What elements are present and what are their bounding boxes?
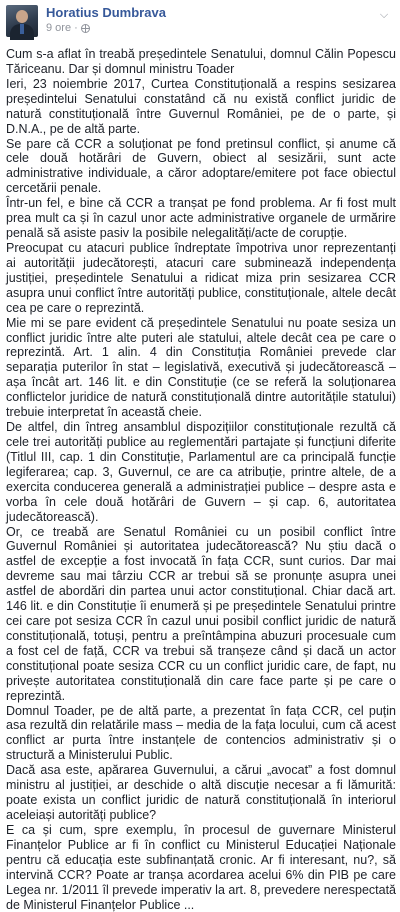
post-paragraph: De altfel, din întreg ansamblul dispozițiilor constituționale rezultă că cele trei autorități publice au reglementări partajate și funcțiuni diferite (Titlul III, cap. 1 din Constituție, Parlamentul are ca principală funcție legiferarea; cap. 3, Guvernul, ce are ca atribuție, printre altele, de a exercita conducerea generală a administrației publice – despre asta e vorba în cele două hotărâri de Guvern – și cap. 6, autoritatea judecătorească). <box>6 420 396 524</box>
post-body <box>6 47 396 912</box>
post-paragraph: Se pare că CCR a soluționat pe fond pretinsul conflict, și anume că cele două hotărâri de Guvern, obiect al sesizării, sunt acte administrative individuale, a căror adoptare/emitere pot face obiectul cercetării penale. <box>6 136 396 196</box>
post-paragraph: Cum s-a aflat în treabă președintele Senatului, domnul Călin Popescu Tăriceanu. Dar și domnul ministru Toader <box>6 47 396 76</box>
post-header <box>0 0 400 40</box>
post-paragraph: Preocupat cu atacuri publice îndreptate împotriva unor reprezentanți ai autorității judecătorești, atacuri care subminează independența justiției, președintele Senatului a ridicat miza prin sesizarea CCR asupra unui conflict între autorități publice, constituționale, altele decât cea pe care o reprezintă. <box>6 240 396 315</box>
author-avatar[interactable] <box>6 5 38 37</box>
post-paragraph: Or, ce treabă are Senatul României cu un posibil conflict între Guvernul României și autoritatea judecătorească? Nu știu dacă o astfel de excepție a fost invocată în fața CCR, sunt curios. Dar mai devreme sau mai târziu CCR ar trebui să se pronunțe asupra unei astfel de abordări din partea unui actor constituțional. Chiar dacă art. 146 lit. e din Constituție îi enumeră și pe președintele Senatului printre cei care pot sesiza CCR în cazul unui posibil conflict juridic de natură constituțională, totuși, pentru a preîntâmpina abuzuri procesuale cum a fost cel de față, CCR va trebui să tranșeze când și dacă un actor constituțional poate sesiza CCR cu un conflict juridic care, de fapt, nu privește autoritatea constituțională din care face parte și pe care o reprezintă. <box>6 524 396 703</box>
post-paragraph: Mie mi se pare evident că președintele Senatului nu poate sesiza un conflict juridic între alte puteri ale statului, altele decât cea pe care o reprezintă. Art. 1 alin. 4 din Constituția României prevede clar separația puterilor în stat – legislativă, executivă și judecătorească – așa încât art. 146 lit. e din Constituție (ce se referă la soluționarea conflictelor juridice de natură constituțională dintre autoritățile statului) trebuie interpretat în această cheie. <box>6 315 396 420</box>
post-paragraph: E ca și cum, spre exemplu, în procesul de guvernare Ministerul Finanțelor Publice ar fi în conflict cu Ministerul Educației Naționale pentru că educația este subfinanțată cronic. Ar fi interesant, nu?, să intervină CCR? Poate ar tranșa acordarea acelui 6% din PIB pe care Legea nr. 1/2011 îl prevede imperativ la art. 8, prevedere nerespectată de Ministerul Finanțelor Publice ... <box>6 822 396 912</box>
chevron-down-icon[interactable]: ⌵ <box>379 9 389 21</box>
post-meta <box>46 22 90 34</box>
meta-separator: · <box>74 22 78 34</box>
author-name[interactable]: Horatius Dumbrava <box>46 5 166 20</box>
post-timestamp[interactable]: 9 ore <box>46 22 72 34</box>
post-paragraph: Într-un fel, e bine că CCR a tranșat pe fond problema. Ar fi fost mult prea mult ca și în cazul unor acte administrative organele de urmărire penală să asiste pasiv la posibile nelegalități/acte de corupție. <box>6 196 396 241</box>
globe-icon <box>81 24 90 33</box>
post-paragraph: Domnul Toader, pe de altă parte, a prezentat în fața CCR, cel puțin asa rezultă din relatările mass – media de la fața locului, cum că acest conflict ar purta între instanțele de contencios administrativ și o structură a Ministerului Public. <box>6 703 396 763</box>
post-paragraph: Dacă asa este, apărarea Guvernului, a cărui „avocat” a fost domnul ministru al justiției, ar deschide o altă discuție necesar a fi lămurită: poate exista un conflict juridic de natură constituțională în interiorul aceleiași autorități publice? <box>6 763 396 823</box>
post-paragraph: Ieri, 23 noiembrie 2017, Curtea Constituțională a respins sesizarea președintelui Senatului constatând că nu există conflict juridic de natură constituțională între Guvernul României, pe de o parte, și D.N.A., pe de altă parte. <box>6 76 396 136</box>
